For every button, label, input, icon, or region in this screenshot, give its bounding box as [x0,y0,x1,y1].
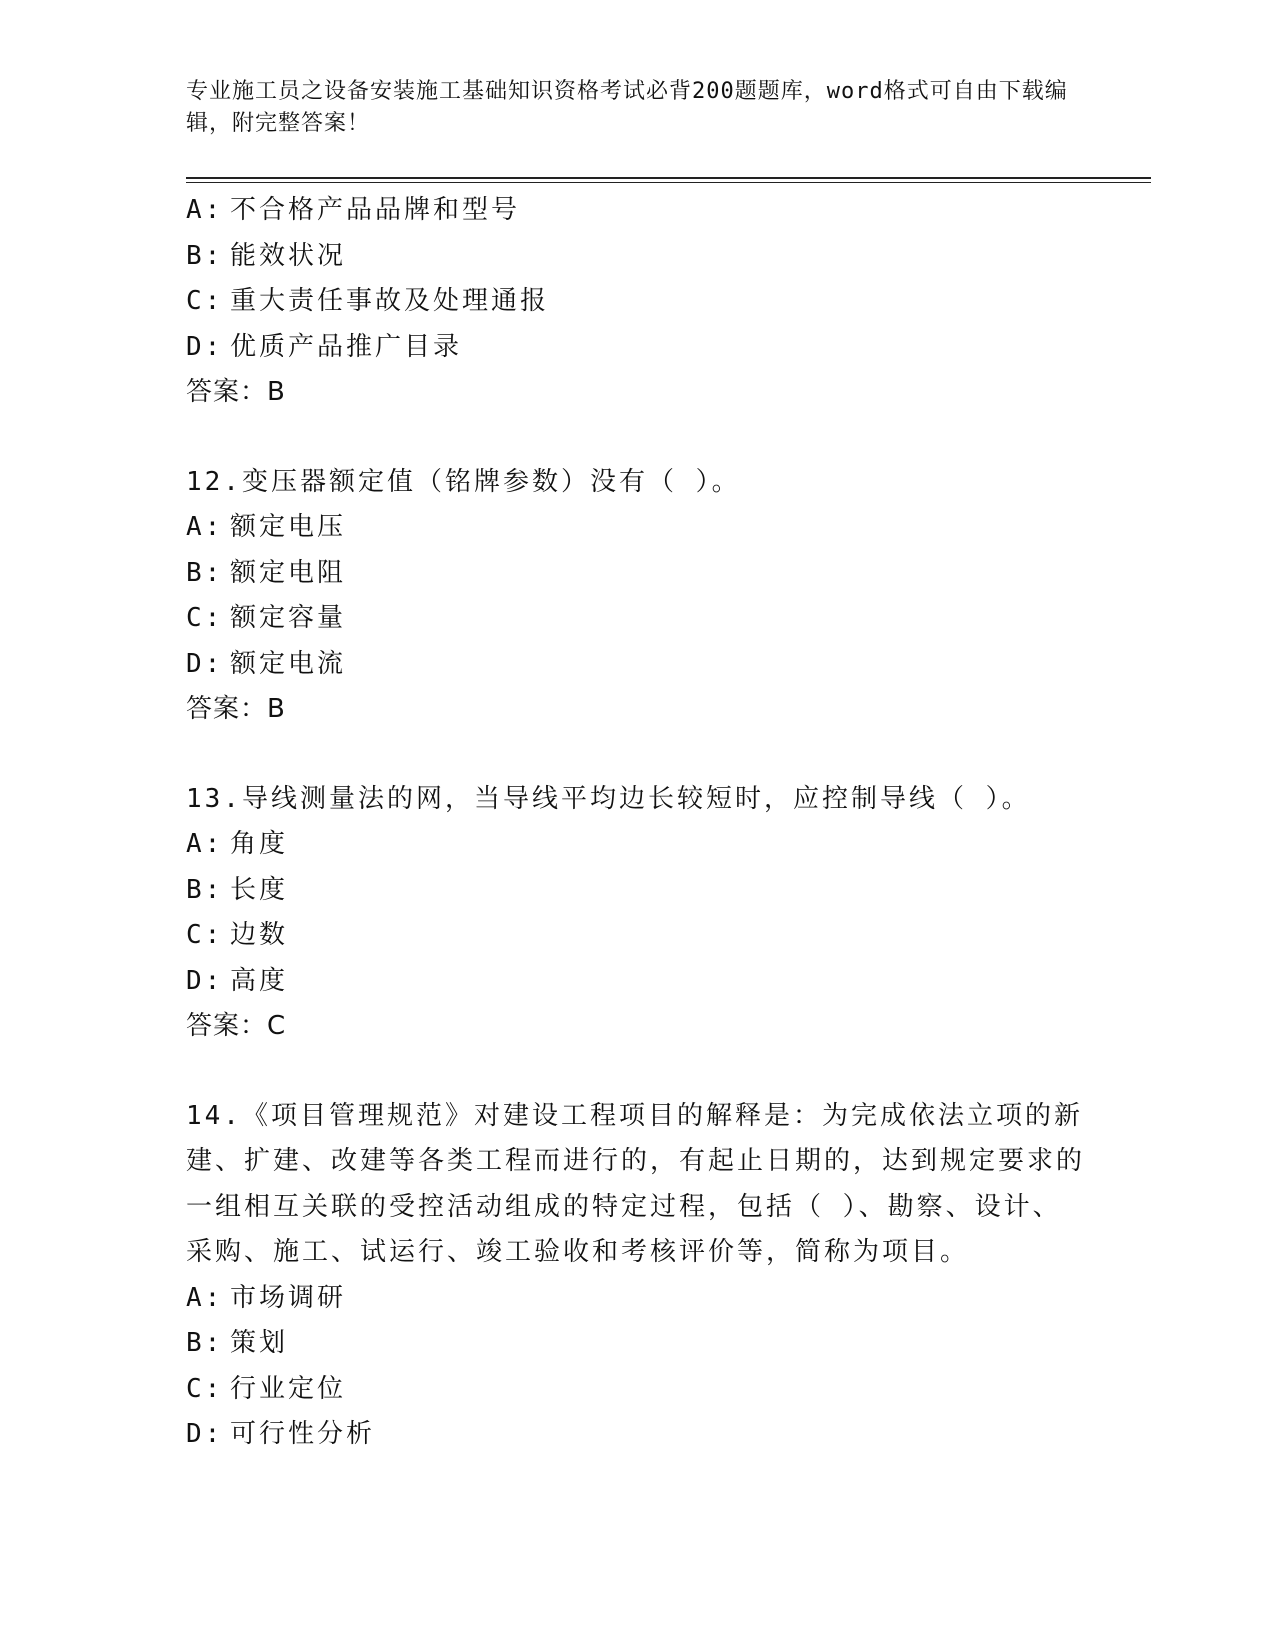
question-block-11 [186,188,1086,416]
question-stem: 13.导线测量法的网，当导线平均边长较短时，应控制导线（ ）。 [186,783,1031,814]
question-block-12 [186,460,1086,733]
option-a: A: 额定电压 [186,512,347,542]
option-b: B: 长度 [186,874,289,905]
option-c: C: 行业定位 [186,1373,347,1404]
document-header [186,76,1086,140]
option-b: B: 能效状况 [186,240,347,271]
document-title: 专业施工员之设备安装施工基础知识资格考试必背200题题库，word格式可自由下载编辑，附完整答案！ [186,79,1068,136]
question-stem: 12.变压器额定值（铭牌参数）没有（ ）。 [186,466,741,497]
option-d: D: 可行性分析 [186,1419,376,1449]
header-rule-bottom [186,182,1151,183]
option-a: A: 市场调研 [186,1282,347,1313]
answer: 答案：B [186,694,286,724]
question-list [186,188,1086,1458]
option-b: B: 额定电阻 [186,557,347,588]
option-d: D: 优质产品推广目录 [186,331,463,362]
option-c: C: 重大责任事故及处理通报 [186,286,550,316]
question-block-14 [186,1094,1086,1458]
option-d: D: 高度 [186,965,289,996]
question-block-13 [186,777,1086,1050]
answer: 答案：B [186,377,286,407]
option-d: D: 额定电流 [186,648,347,679]
header-rule-top [186,177,1151,179]
option-a: A: 不合格产品品牌和型号 [186,195,521,225]
option-b: B: 策划 [186,1328,289,1358]
option-a: A: 角度 [186,829,289,859]
question-stem: 14.《项目管理规范》对建设工程项目的解释是：为完成依法立项的新建、扩建、改建等各类工程而进行的，有起止日期的，达到规定要求的一组相互关联的受控活动组成的特定过程，包括（ ）、勘察、设计、采购、施工、试运行、竣工验收和考核评价等，简称为项目。 [186,1100,1086,1267]
answer: 答案：C [186,1011,287,1041]
option-c: C: 额定容量 [186,603,347,633]
option-c: C: 边数 [186,920,289,950]
